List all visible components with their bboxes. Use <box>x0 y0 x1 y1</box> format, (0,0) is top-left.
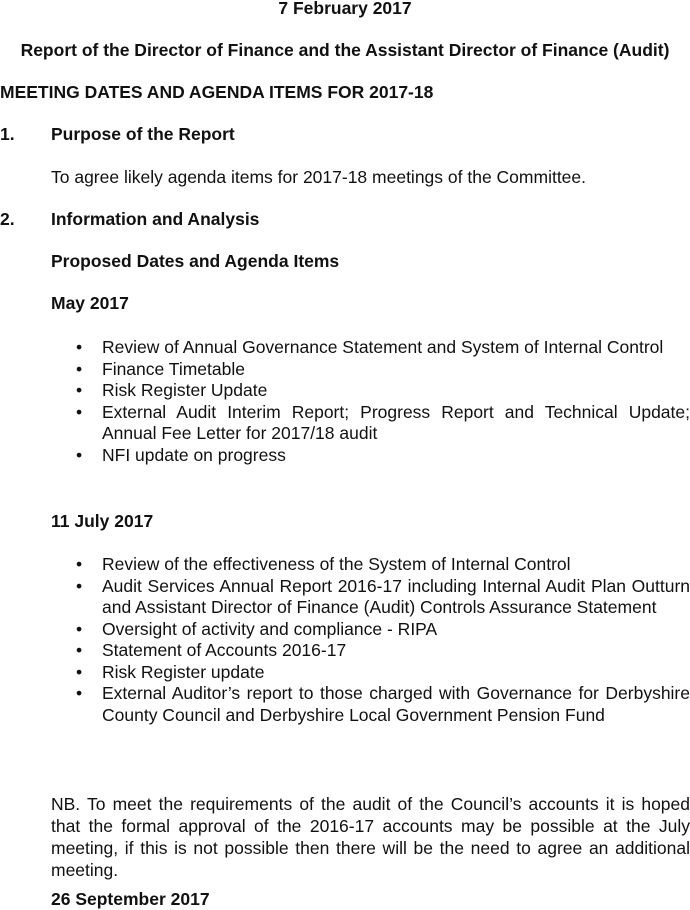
list-item: • Review of the effectiveness of the System of Internal Control <box>76 554 571 574</box>
section-1-number: 1. <box>0 124 15 144</box>
list-item: • External Auditor’s report to those charged with Governance for Derbyshire County Council and Derbyshire Local Government Pension Fund <box>76 683 690 725</box>
bullet-icon: • <box>76 554 83 574</box>
list-item: • Finance Timetable <box>76 358 245 379</box>
bullet-icon: • <box>76 337 83 357</box>
list-item: • Oversight of activity and compliance - RIPA <box>76 618 438 639</box>
july-agenda-list <box>0 554 690 726</box>
meeting-date: 7 February 2017 <box>278 0 412 18</box>
september-heading: 26 September 2017 <box>51 889 210 909</box>
section-1-body: To agree likely agenda items for 2017-18 meetings of the Committee. <box>51 167 587 187</box>
may-agenda-list <box>0 337 690 466</box>
bullet-icon: • <box>76 358 83 379</box>
section-2-title: Information and Analysis <box>51 209 260 229</box>
report-title: Report of the Director of Finance and the Assistant Director of Finance (Audit) <box>20 40 670 60</box>
list-item: • Audit Services Annual Report 2016-17 including Internal Audit Plan Outturn and Assistant Director of Finance (Audit) Controls Assurance Statement <box>76 575 690 617</box>
section-2-number: 2. <box>0 209 15 229</box>
bullet-icon: • <box>76 661 83 682</box>
list-item: • Risk Register Update <box>76 380 268 400</box>
section-1-heading <box>0 123 235 145</box>
bullet-icon: • <box>76 575 83 596</box>
section-2-heading <box>0 208 259 230</box>
section-1-title: Purpose of the Report <box>51 124 235 144</box>
bullet-icon: • <box>76 444 83 465</box>
section-2-subheading: Proposed Dates and Agenda Items <box>51 251 340 271</box>
bullet-icon: • <box>76 618 83 639</box>
list-item: • Statement of Accounts 2016-17 <box>76 640 347 660</box>
may-heading: May 2017 <box>51 293 129 313</box>
list-item: • Review of Annual Governance Statement and System of Internal Control <box>76 337 664 357</box>
list-item: • External Audit Interim Report; Progress Report and Technical Update; Annual Fee Letter for 2017/18 audit <box>76 401 690 443</box>
july-heading: 11 July 2017 <box>51 511 154 531</box>
bullet-icon: • <box>76 683 83 703</box>
bullet-icon: • <box>76 380 83 400</box>
list-item: • NFI update on progress <box>76 444 286 465</box>
main-heading: MEETING DATES AND AGENDA ITEMS FOR 2017-18 <box>0 82 434 102</box>
july-note: NB. To meet the requirements of the audit of the Council’s accounts it is hoped that the formal approval of the 2016-17 accounts may be possible at the July meeting, if this is not possible then there will be the need to agree an additional meeting. <box>51 794 690 880</box>
bullet-icon: • <box>76 401 83 422</box>
list-item: • Risk Register update <box>76 661 265 682</box>
bullet-icon: • <box>76 640 83 660</box>
